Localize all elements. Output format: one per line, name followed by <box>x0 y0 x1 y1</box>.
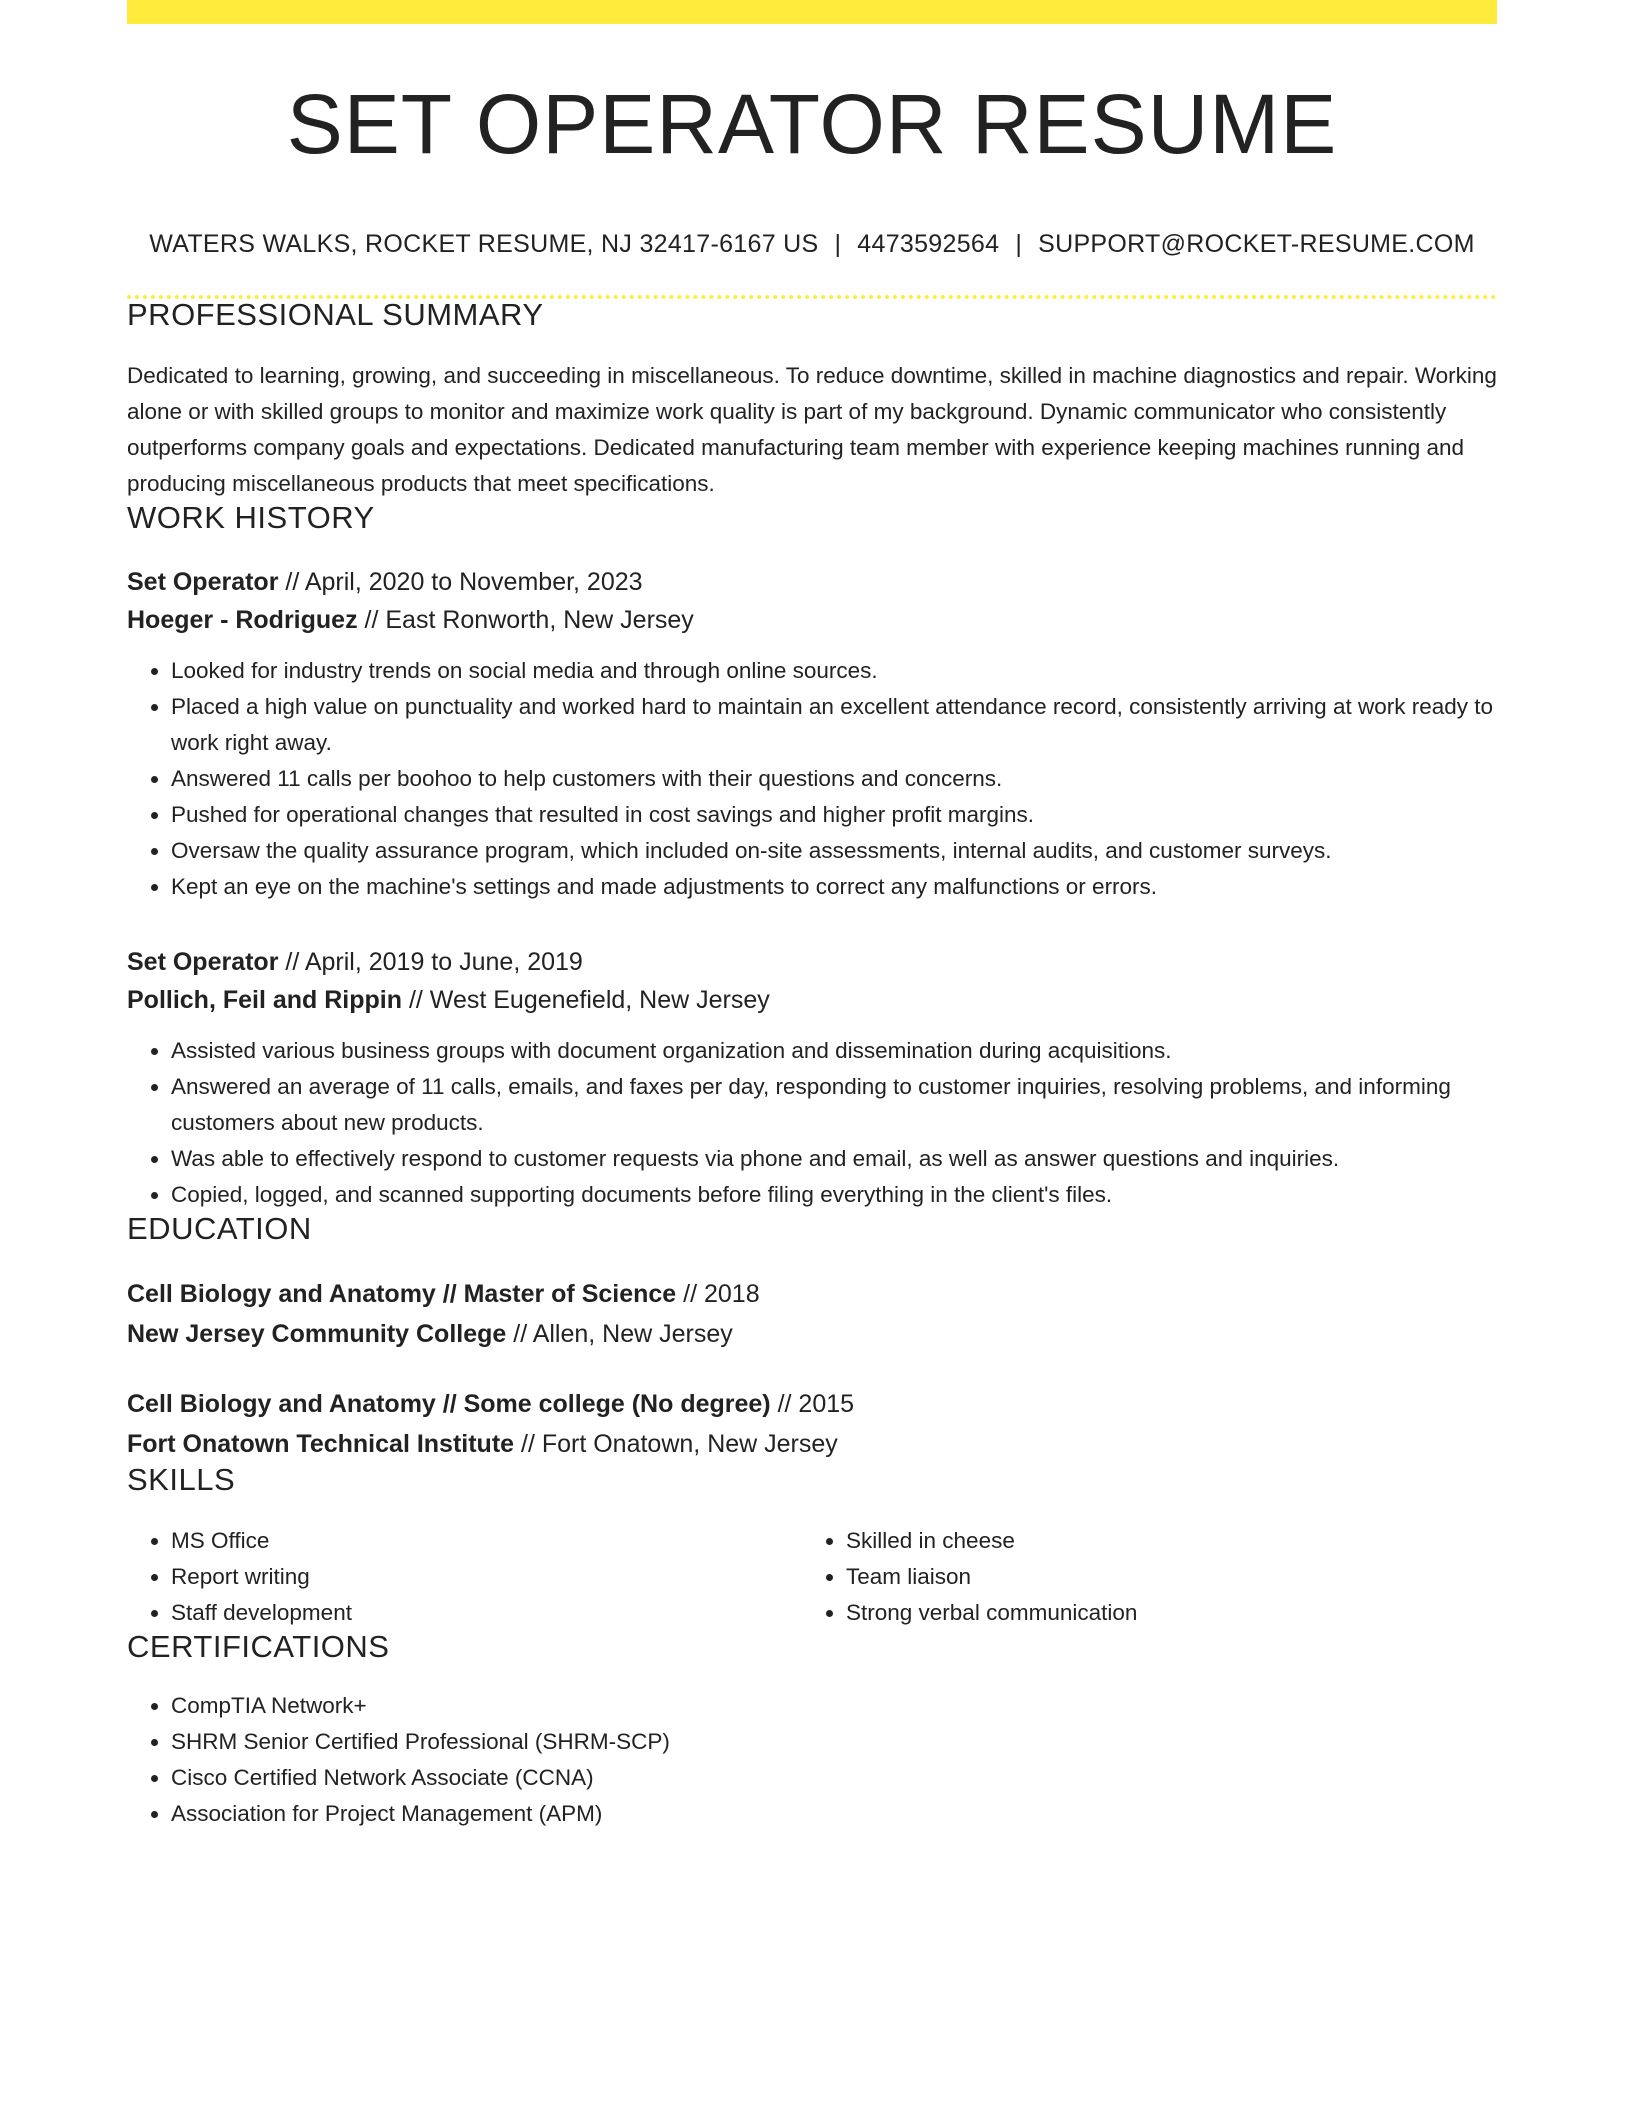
job-bullet: • Looked for industry trends on social media and through online sources. <box>171 653 1497 689</box>
job-bullet: • Placed a high value on punctuality and worked hard to maintain an excellent attendance record, consistently arriving at work ready to work right away. <box>171 689 1497 761</box>
certification-item: • CompTIA Network+ <box>171 1688 1497 1724</box>
education-location: // Fort Onatown, New Jersey <box>514 1430 838 1458</box>
education-location: // Allen, New Jersey <box>506 1320 733 1348</box>
contact-line <box>127 232 1497 257</box>
skill-item: • Skilled in cheese <box>846 1523 1477 1559</box>
job-title: Set Operator <box>127 568 279 596</box>
job-bullet: • Kept an eye on the machine's settings and made adjustments to correct any malfunctions or errors. <box>171 869 1497 905</box>
skill-item: • Strong verbal communication <box>846 1595 1477 1631</box>
job-location: // West Eugenefield, New Jersey <box>402 986 770 1014</box>
contact-address: WATERS WALKS, ROCKET RESUME, NJ 32417-6167 US <box>149 230 819 258</box>
education-school: New Jersey Community College <box>127 1320 507 1348</box>
education-degree-line <box>127 1274 1497 1314</box>
job-bullets <box>127 1033 1497 1213</box>
skills-list-right <box>802 1523 1477 1631</box>
summary-heading: PROFESSIONAL SUMMARY <box>127 297 544 332</box>
education-heading: EDUCATION <box>127 1211 312 1246</box>
job-dates: // April, 2020 to November, 2023 <box>278 568 643 596</box>
contact-separator: | <box>834 230 842 258</box>
job-bullet: • Answered an average of 11 calls, emails, and faxes per day, responding to customer inquiries, resolving problems, and informing customers about new products. <box>171 1069 1497 1141</box>
contact-phone: 4473592564 <box>857 230 1000 258</box>
job-title: Set Operator <box>127 948 279 976</box>
certifications-heading: CERTIFICATIONS <box>127 1629 390 1664</box>
job-company: Pollich, Feil and Rippin <box>127 986 403 1014</box>
summary-text: Dedicated to learning, growing, and succeeding in miscellaneous. To reduce downtime, skilled in machine diagnostics and repair. Working alone or with skilled groups to monitor and maximize work quality is part of my background. Dynamic communicator who consistently outperforms company goals and expectations. Dedicated manufacturing team member with experience keeping machines running and producing miscellaneous products that meet specifications. <box>127 363 1497 496</box>
education-year: // 2015 <box>770 1390 855 1418</box>
job-company: Hoeger - Rodriguez <box>127 606 358 634</box>
skills-columns <box>127 1523 1497 1631</box>
skill-item: • MS Office <box>171 1523 802 1559</box>
skill-item: • Team liaison <box>846 1559 1477 1595</box>
skills-list-left <box>127 1523 802 1631</box>
certification-item: • SHRM Senior Certified Professional (SHRM-SCP) <box>171 1724 1497 1760</box>
skills-heading: SKILLS <box>127 1462 236 1497</box>
job-title-line <box>127 943 1497 981</box>
education-degree: Cell Biology and Anatomy // Some college (No degree) <box>127 1390 771 1418</box>
skill-item: • Report writing <box>171 1559 802 1595</box>
education-degree-line <box>127 1384 1497 1424</box>
contact-separator: | <box>1015 230 1023 258</box>
work-history-heading: WORK HISTORY <box>127 500 375 535</box>
top-accent-bar <box>127 0 1497 24</box>
education-degree: Cell Biology and Anatomy // Master of Science <box>127 1280 677 1308</box>
job-location: // East Ronworth, New Jersey <box>357 606 694 634</box>
certifications-list <box>127 1688 1497 1832</box>
education-year: // 2018 <box>676 1280 760 1308</box>
job-dates: // April, 2019 to June, 2019 <box>278 948 583 976</box>
education-entry <box>127 1274 1497 1354</box>
education-school-line <box>127 1424 1497 1464</box>
job-title-line <box>127 563 1497 601</box>
job-company-line <box>127 981 1497 1019</box>
contact-email: SUPPORT@ROCKET-RESUME.COM <box>1038 230 1475 258</box>
job-bullet: • Pushed for operational changes that resulted in cost savings and higher profit margins. <box>171 797 1497 833</box>
resume-page <box>127 0 1497 1832</box>
resume-title: SET OPERATOR RESUME <box>286 77 1338 171</box>
education-entry <box>127 1384 1497 1464</box>
certification-item: • Cisco Certified Network Associate (CCNA) <box>171 1760 1497 1796</box>
education-school-line <box>127 1314 1497 1354</box>
certification-item: • Association for Project Management (APM) <box>171 1796 1497 1832</box>
job-entry <box>127 563 1497 905</box>
job-bullet: • Oversaw the quality assurance program, which included on-site assessments, internal audits, and customer surveys. <box>171 833 1497 869</box>
education-school: Fort Onatown Technical Institute <box>127 1430 515 1458</box>
skill-item: • Staff development <box>171 1595 802 1631</box>
job-company-line <box>127 601 1497 639</box>
job-bullet: • Assisted various business groups with document organization and dissemination during acquisitions. <box>171 1033 1497 1069</box>
job-bullet: • Answered 11 calls per boohoo to help customers with their questions and concerns. <box>171 761 1497 797</box>
job-entry <box>127 943 1497 1213</box>
job-bullet: • Was able to effectively respond to customer requests via phone and email, as well as answer questions and inquiries. <box>171 1141 1497 1177</box>
job-bullet: • Copied, logged, and scanned supporting documents before filing everything in the client's files. <box>171 1177 1497 1213</box>
job-bullets <box>127 653 1497 905</box>
